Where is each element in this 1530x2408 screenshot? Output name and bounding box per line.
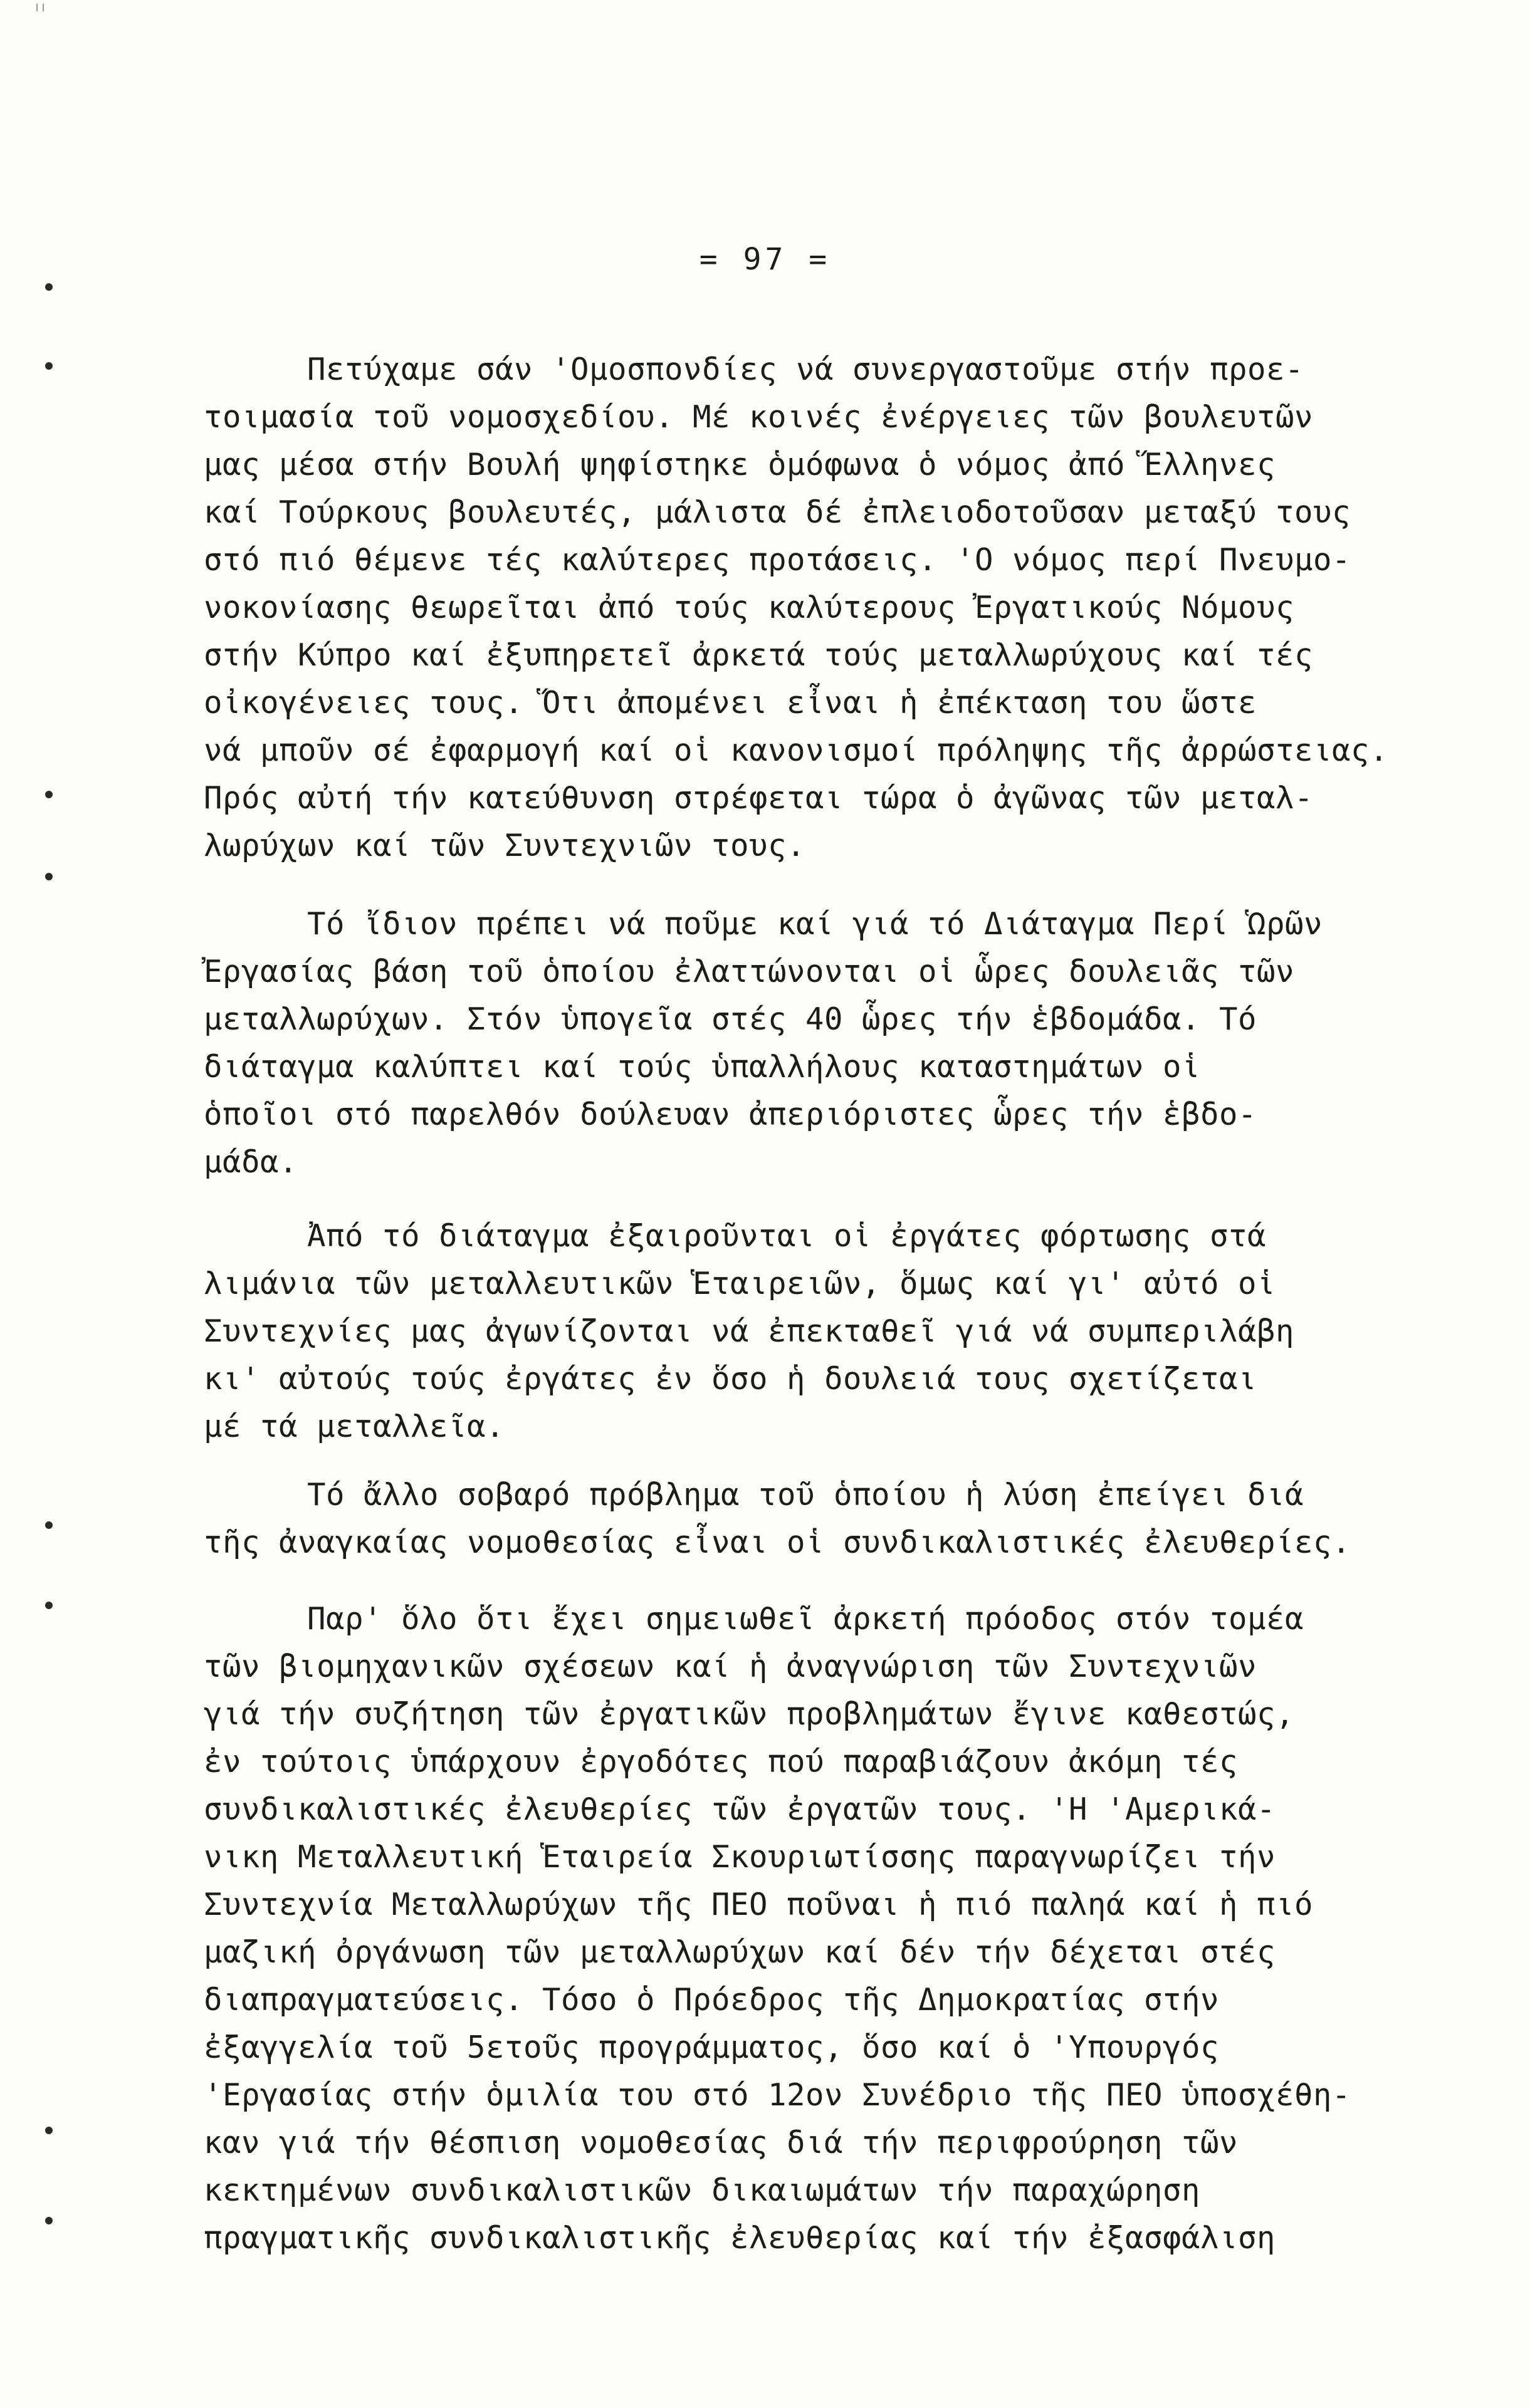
- text-line: μάδα.: [204, 1144, 298, 1180]
- margin-dot: [45, 362, 53, 370]
- text-line: τοιμασία τοῦ νομοσχεδίου. Μέ κοινές ἐνέργειες τῶν βουλευτῶν: [204, 399, 1314, 435]
- page-number: = 97 =: [699, 242, 831, 277]
- text-line: Τό ἄλλο σοβαρό πρόβλημα τοῦ ὁποίου ἡ λύση ἐπείγει διά: [307, 1477, 1304, 1513]
- text-line: πραγματικῆς συνδικαλιστικῆς ἐλευθερίας καί τήν ἐξασφάλιση: [204, 2220, 1276, 2256]
- text-line: Παρ' ὅλο ὅτι ἔχει σημειωθεῖ ἀρκετή πρόοδος στόν τομέα: [307, 1601, 1304, 1637]
- scan-corner-mark: [36, 4, 44, 11]
- text-line: νοκονίασης θεωρεῖται ἀπό τούς καλύτερους Ἐργατικούς Νόμους: [204, 590, 1295, 625]
- text-line: ὁποῖοι στό παρελθόν δούλευαν ἀπεριόριστες ὧρες τήν ἑβδο-: [204, 1097, 1257, 1132]
- text-line: στήν Κύπρο καί ἐξυπηρετεῖ ἀρκετά τούς μεταλλωρύχους καί τές: [204, 637, 1314, 673]
- margin-dot: [45, 873, 53, 880]
- text-line: μαζική ὀργάνωση τῶν μεταλλωρύχων καί δέν τήν δέχεται στές: [204, 1934, 1276, 1970]
- text-line: νά μποῦν σέ ἐφαρμογή καί οἱ κανονισμοί πρόληψης τῆς ἀρρώστειας.: [204, 732, 1389, 768]
- margin-dot: [45, 1521, 53, 1529]
- paragraph: [204, 1212, 1413, 1451]
- text-line: κεκτημένων συνδικαλιστικῶν δικαιωμάτων τήν παραχώρηση: [204, 2172, 1201, 2208]
- text-line: ἐξαγγελία τοῦ 5ετοῦς προγράμματος, ὅσο καί ὁ 'Υπουργός: [204, 2030, 1220, 2065]
- text-line: στό πιό θέμενε τές καλύτερες προτάσεις. 'Ο νόμος περί Πνευμο-: [204, 542, 1351, 578]
- text-line: λωρύχων καί τῶν Συντεχνιῶν τους.: [204, 828, 806, 863]
- margin-dot: [45, 283, 53, 291]
- text-line: τῶν βιομηχανικῶν σχέσεων καί ἡ ἀναγνώριση τῶν Συντεχνιῶν: [204, 1649, 1257, 1684]
- paragraph: [204, 900, 1413, 1186]
- text-line: οἰκογένειες τους. Ὅτι ἀπομένει εἶναι ἡ ἐπέκταση του ὥστε: [204, 685, 1257, 721]
- paragraph: [204, 346, 1413, 870]
- text-line: συνδικαλιστικές ἐλευθερίες τῶν ἐργατῶν τους. 'Η 'Αμερικά-: [204, 1791, 1276, 1827]
- text-line: τῆς ἀναγκαίας νομοθεσίας εἶναι οἱ συνδικαλιστικές ἐλευθερίες.: [204, 1525, 1351, 1560]
- text-line: διάταγμα καλύπτει καί τούς ὑπαλλήλους καταστημάτων οἱ: [204, 1049, 1201, 1085]
- text-line: ἐν τούτοις ὑπάρχουν ἐργοδότες πού παραβιάζουν ἀκόμη τές: [204, 1744, 1239, 1780]
- text-line: κι' αὐτούς τούς ἐργάτες ἐν ὅσο ἡ δουλειά τους σχετίζεται: [204, 1361, 1257, 1397]
- text-line: Πρός αὐτή τήν κατεύθυνση στρέφεται τώρα ὁ ἀγῶνας τῶν μεταλ-: [204, 780, 1314, 816]
- text-line: καν γιά τήν θέσπιση νομοθεσίας διά τήν περιφρούρηση τῶν: [204, 2125, 1239, 2160]
- text-line: μας μέσα στήν Βουλή ψηφίστηκε ὁμόφωνα ὁ νόμος ἀπό Ἕλληνες: [204, 447, 1276, 482]
- text-line: γιά τήν συζήτηση τῶν ἐργατικῶν προβλημάτων ἔγινε καθεστώς,: [204, 1696, 1295, 1732]
- text-line: μέ τά μεταλλεῖα.: [204, 1409, 505, 1444]
- margin-dot: [45, 2127, 53, 2134]
- text-line: λιμάνια τῶν μεταλλευτικῶν Ἑταιρειῶν, ὅμως καί γι' αὐτό οἱ: [204, 1266, 1276, 1301]
- text-line: νικη Μεταλλευτική Ἑταιρεία Σκουριωτίσσης παραγνωρίζει τήν: [204, 1839, 1276, 1875]
- text-line: καί Τούρκους βουλευτές, μάλιστα δέ ἐπλειοδοτοῦσαν μεταξύ τους: [204, 494, 1351, 530]
- margin-dot: [45, 1602, 53, 1609]
- margin-dot: [45, 791, 53, 798]
- text-line: Συντεχνίες μας ἀγωνίζονται νά ἐπεκταθεῖ γιά νά συμπεριλάβη: [204, 1313, 1295, 1349]
- text-line: μεταλλωρύχων. Στόν ὑπογεῖα στές 40 ὧρες τήν ἑβδομάδα. Τό: [204, 1001, 1257, 1037]
- paragraph: [204, 1471, 1413, 1566]
- text-line: διαπραγματεύσεις. Τόσο ὁ Πρόεδρος τῆς Δημοκρατίας στήν: [204, 1982, 1220, 2018]
- text-line: Ἐργασίας βάση τοῦ ὁποίου ἐλαττώνονται οἱ ὧρες δουλειᾶς τῶν: [204, 954, 1295, 989]
- margin-dot: [45, 2217, 53, 2224]
- text-line: Τό ἴδιον πρέπει νά ποῦμε καί γιά τό Διάταγμα Περί Ὡρῶν: [307, 906, 1323, 942]
- text-line: Συντεχνία Μεταλλωρύχων τῆς ΠΕΟ ποῦναι ἡ πιό παληά καί ἡ πιό: [204, 1887, 1314, 1922]
- paragraph: [204, 1595, 1413, 2262]
- text-line: 'Εργασίας στήν ὁμιλία του στό 12ον Συνέδριο τῆς ΠΕΟ ὑποσχέθη-: [204, 2077, 1351, 2113]
- text-line: Ἀπό τό διάταγμα ἐξαιροῦνται οἱ ἐργάτες φόρτωσης στά: [307, 1218, 1267, 1254]
- text-line: Πετύχαμε σάν 'Ομοσπονδίες νά συνεργαστοῦμε στήν προε-: [307, 352, 1304, 387]
